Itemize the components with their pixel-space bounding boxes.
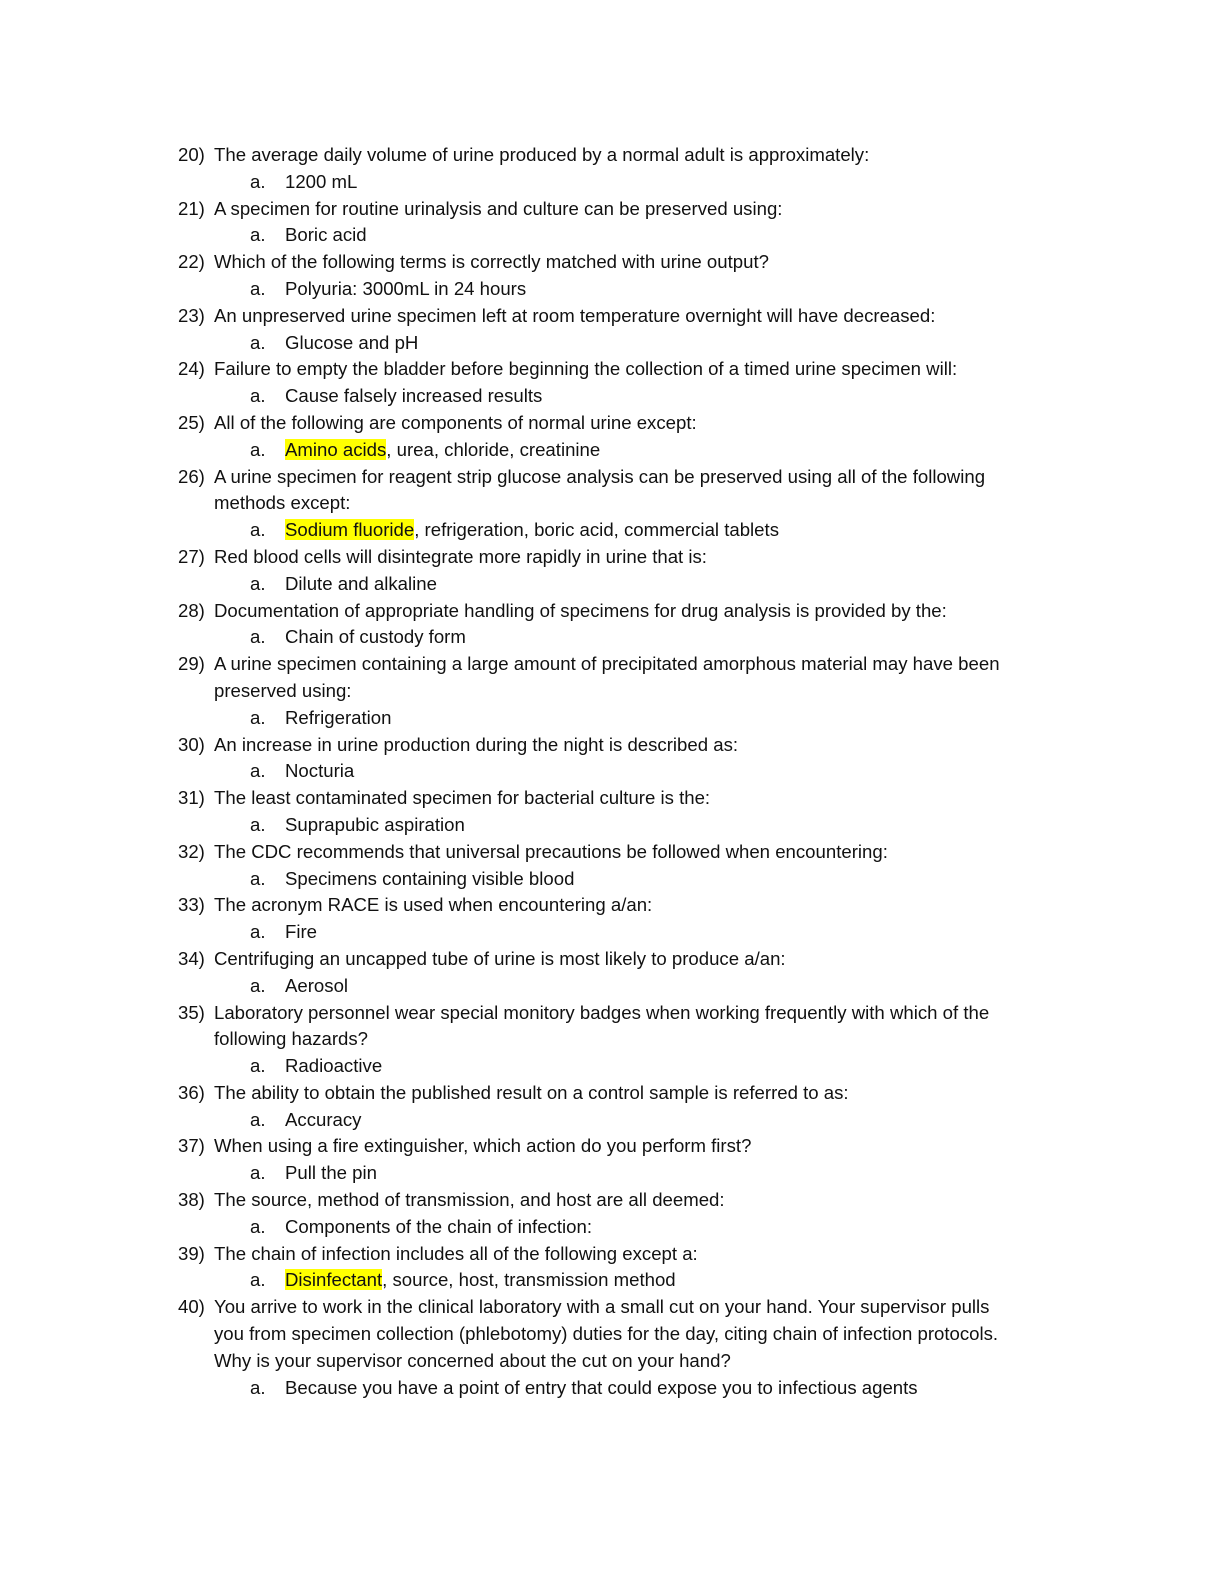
answer-text [285, 866, 574, 893]
answer-label: a. [250, 1215, 266, 1237]
question-number: 30) [178, 733, 205, 755]
answer-rest: Cause falsely increased results [285, 385, 543, 407]
answer-label: a. [250, 867, 266, 889]
answer-rest: Suprapubic aspiration [285, 813, 465, 835]
question-number: 39) [178, 1242, 205, 1264]
answer-rest: Fire [285, 921, 318, 943]
question-text: Centrifuging an uncapped tube of urine is most likely to produce a/an: [214, 947, 786, 969]
answer-rest: Glucose and pH [285, 331, 419, 353]
question-number: 26) [178, 465, 205, 487]
question-number: 36) [178, 1081, 205, 1103]
answer-label: a. [250, 1269, 266, 1291]
answer-rest: Dilute and alkaline [285, 572, 437, 594]
question-text: The least contaminated specimen for bacterial culture is the: [214, 787, 711, 809]
answer-text [285, 330, 418, 357]
question-text: preserved using: [214, 679, 352, 701]
answer-text [285, 169, 357, 196]
question-text: All of the following are components of normal urine except: [214, 411, 697, 433]
answer-label: a. [250, 760, 266, 782]
question-text: Laboratory personnel wear special monitory badges when working frequently with which of the [214, 1001, 990, 1023]
answer-text [285, 1160, 377, 1187]
question-text: The ability to obtain the published result on a control sample is referred to as: [214, 1081, 849, 1103]
question-text: you from specimen collection (phlebotomy) duties for the day, citing chain of infection protocols. [214, 1323, 999, 1345]
question-text: The acronym RACE is used when encountering a/an: [214, 894, 653, 916]
answer-rest: Aerosol [285, 974, 349, 996]
question-number: 34) [178, 947, 205, 969]
answer-label: a. [250, 1162, 266, 1184]
question-number: 40) [178, 1296, 205, 1318]
question-text: A specimen for routine urinalysis and culture can be preserved using: [214, 197, 783, 219]
answer-text [285, 222, 367, 249]
answer-label: a. [250, 921, 266, 943]
answer-label: a. [250, 1376, 266, 1398]
answer-text [285, 624, 466, 651]
question-text: The average daily volume of urine produced by a normal adult is approximately: [214, 144, 870, 165]
question-text: Red blood cells will disintegrate more rapidly in urine that is: [214, 545, 707, 567]
answer-label: a. [250, 1108, 266, 1130]
question-text: Which of the following terms is correctly matched with urine output? [214, 251, 769, 273]
question-number: 31) [178, 787, 205, 809]
question-text: The source, method of transmission, and host are all deemed: [214, 1189, 725, 1211]
question-number: 38) [178, 1189, 205, 1211]
answer-text [285, 571, 437, 598]
answer-text [285, 1267, 676, 1294]
answer-text [285, 437, 600, 464]
question-number: 35) [178, 1001, 205, 1023]
question-number: 25) [178, 411, 205, 433]
question-text: Why is your supervisor concerned about the cut on your hand? [214, 1349, 731, 1371]
highlighted-answer: Amino acids [285, 438, 387, 460]
answer-rest: Specimens containing visible blood [285, 867, 575, 889]
answer-rest: , urea, chloride, creatinine [386, 438, 601, 460]
answer-label: a. [250, 706, 266, 728]
question-number: 21) [178, 197, 205, 219]
question-text: You arrive to work in the clinical laboratory with a small cut on your hand. Your supervisor pulls [214, 1296, 990, 1318]
answer-label: a. [250, 813, 266, 835]
question-number: 29) [178, 653, 205, 675]
highlighted-answer: Disinfectant [285, 1269, 383, 1291]
answer-text [285, 973, 348, 1000]
answer-label: a. [250, 572, 266, 594]
question-number: 27) [178, 545, 205, 567]
question-number: 20) [178, 144, 205, 165]
answer-label: a. [250, 224, 266, 246]
question-number: 32) [178, 840, 205, 862]
highlighted-answer: Sodium fluoride [285, 519, 415, 541]
answer-label: a. [250, 277, 266, 299]
answer-label: a. [250, 385, 266, 407]
answer-rest: Accuracy [285, 1108, 362, 1130]
answer-rest: 1200 mL [285, 170, 358, 192]
question-number: 37) [178, 1135, 205, 1157]
answer-rest: Refrigeration [285, 706, 392, 728]
question-text: An unpreserved urine specimen left at room temperature overnight will have decreased: [214, 304, 936, 326]
answer-text [285, 758, 354, 785]
question-number: 22) [178, 251, 205, 273]
answer-text [285, 276, 526, 303]
answer-text [285, 383, 542, 410]
answer-rest: , refrigeration, boric acid, commercial tablets [414, 519, 779, 541]
answer-rest: Components of the chain of infection: [285, 1215, 592, 1237]
answer-text [285, 1053, 382, 1080]
answer-rest: , source, host, transmission method [382, 1269, 676, 1291]
answer-label: a. [250, 519, 266, 541]
question-text: A urine specimen containing a large amount of precipitated amorphous material may have been [214, 653, 1000, 675]
answer-rest: Boric acid [285, 224, 367, 246]
answer-label: a. [250, 1055, 266, 1077]
question-number: 23) [178, 304, 205, 326]
question-text: The chain of infection includes all of the following except a: [214, 1242, 698, 1264]
answer-text [285, 517, 779, 544]
answer-text [285, 1107, 361, 1134]
answer-label: a. [250, 170, 266, 192]
answer-rest: Pull the pin [285, 1162, 377, 1184]
answer-label: a. [250, 331, 266, 353]
question-text: Failure to empty the bladder before beginning the collection of a timed urine specimen will: [214, 358, 958, 380]
question-text: following hazards? [214, 1028, 369, 1050]
answer-text [285, 919, 317, 946]
question-text: A urine specimen for reagent strip glucose analysis can be preserved using all of the following [214, 465, 986, 487]
answer-label: a. [250, 626, 266, 648]
question-number: 24) [178, 358, 205, 380]
question-text: When using a fire extinguisher, which action do you perform first? [214, 1135, 752, 1157]
answer-text [285, 1214, 592, 1241]
question-text: The CDC recommends that universal precautions be followed when encountering: [214, 840, 888, 862]
question-text: methods except: [214, 492, 351, 514]
answer-text [285, 705, 391, 732]
answer-rest: Because you have a point of entry that could expose you to infectious agents [285, 1376, 918, 1398]
answer-rest: Polyuria: 3000mL in 24 hours [285, 277, 527, 299]
answer-rest: Nocturia [285, 760, 355, 782]
question-text: Documentation of appropriate handling of specimens for drug analysis is provided by the: [214, 599, 947, 621]
answer-text [285, 812, 465, 839]
answer-rest: Radioactive [285, 1055, 383, 1077]
answer-rest: Chain of custody form [285, 626, 466, 648]
question-number: 28) [178, 599, 205, 621]
question-number: 33) [178, 894, 205, 916]
question-text: An increase in urine production during the night is described as: [214, 733, 739, 755]
answer-text [285, 1375, 918, 1402]
answer-label: a. [250, 974, 266, 996]
answer-label: a. [250, 438, 266, 460]
